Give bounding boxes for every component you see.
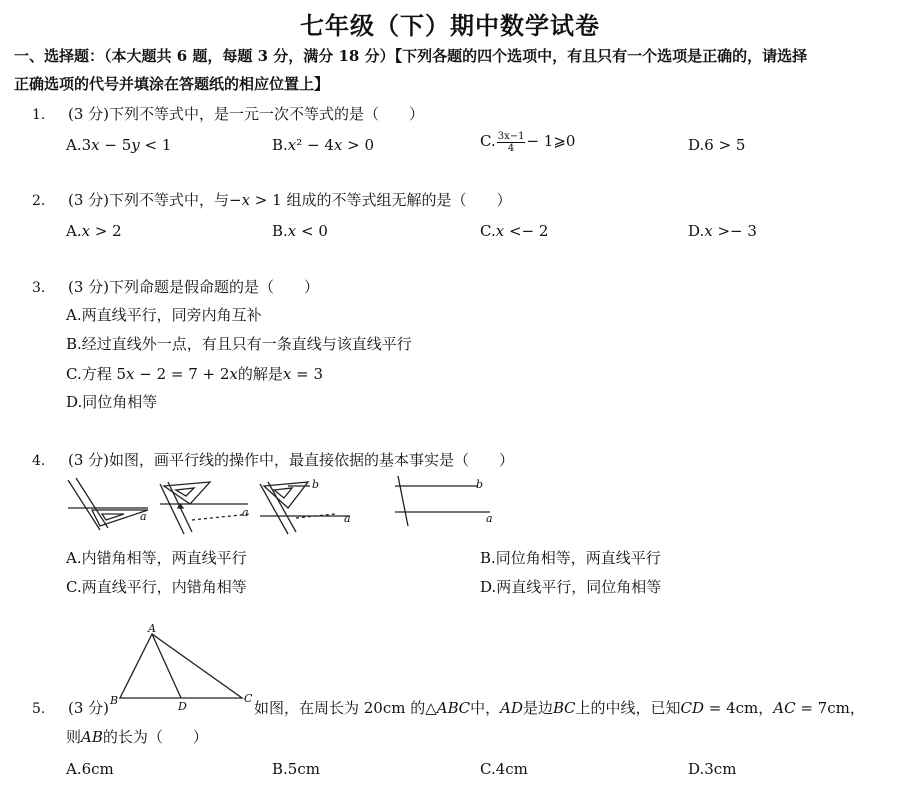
figure-label-b: b bbox=[476, 478, 484, 491]
ruler-edge bbox=[68, 480, 100, 530]
figure-label-a: a bbox=[140, 510, 147, 523]
question-3-number: 3. bbox=[32, 280, 46, 296]
ruler-edge bbox=[76, 478, 108, 528]
question-4-number: 4. bbox=[32, 453, 46, 469]
section-header-line2: 正确选项的代号并填涂在答题纸的相应位置上】 bbox=[14, 75, 330, 93]
question-2-option-a[interactable]: A.𝑥 > 2 bbox=[66, 222, 122, 240]
question-5-stem-line1: 如图，在周长为 20cm 的△𝐴𝐵𝐶中，𝐴𝐷是边𝐵𝐶上的中线，已知𝐶𝐷 = 4cm，𝐴𝐶 = 7cm， bbox=[254, 699, 865, 717]
question-4-option-c[interactable]: C.两直线平行，内错角相等 bbox=[66, 578, 247, 596]
question-2-option-d[interactable]: D.𝑥 >− 3 bbox=[688, 222, 757, 240]
question-3-option-c[interactable]: C.方程 5𝑥 − 2 = 7 + 2𝑥的解是𝑥 = 3 bbox=[66, 365, 323, 383]
triangle-abc bbox=[120, 634, 242, 698]
section-header-line1: 一、选择题：（本大题共 6 题，每题 3 分，满分 18 分）【下列各题的四个选项中，有且只有一个选项是正确的，请选择 bbox=[14, 47, 808, 65]
question-5-number: 5. bbox=[32, 701, 46, 717]
question-1-stem: (3 分)下列不等式中，是一元一次不等式的是（ ） bbox=[68, 105, 425, 123]
question-1-option-b[interactable]: B.𝑥² − 4𝑥 > 0 bbox=[272, 136, 375, 154]
option-c-rest: − 1⩾0 bbox=[526, 132, 576, 150]
figure-label-a: a bbox=[486, 512, 493, 525]
question-1-number: 1. bbox=[32, 107, 46, 123]
question-2-option-c[interactable]: C.𝑥 <− 2 bbox=[480, 222, 549, 240]
fraction bbox=[497, 131, 526, 154]
question-3-option-b[interactable]: B.经过直线外一点，有且只有一条直线与该直线平行 bbox=[66, 335, 412, 353]
question-4-stem: (3 分)如图，画平行线的操作中，最直接依据的基本事实是（ ） bbox=[68, 451, 515, 469]
vertex-label-b: B bbox=[110, 694, 119, 707]
question-5-option-b[interactable]: B.5cm bbox=[272, 760, 320, 778]
question-3-stem: (3 分)下列命题是假命题的是（ ） bbox=[68, 278, 320, 296]
question-5-option-c[interactable]: C.4cm bbox=[480, 760, 528, 778]
question-5-option-a[interactable]: A.6cm bbox=[66, 760, 114, 778]
fraction-numerator: 3x−1 bbox=[497, 130, 525, 142]
question-5-option-d[interactable]: D.3cm bbox=[688, 760, 737, 778]
question-3-option-d[interactable]: D.同位角相等 bbox=[66, 393, 158, 411]
figure-label-a: a bbox=[242, 506, 249, 519]
question-4-option-b[interactable]: B.同位角相等，两直线平行 bbox=[480, 549, 661, 567]
parallel-lines-figure bbox=[60, 474, 510, 544]
option-c-prefix: C. bbox=[480, 132, 496, 150]
question-5-stem-prefix: (3 分) bbox=[68, 699, 110, 717]
transversal-line bbox=[398, 476, 408, 526]
figure-label-a: a bbox=[344, 512, 351, 525]
vertex-label-d: D bbox=[178, 700, 187, 713]
question-2-stem: (3 分)下列不等式中，与−𝑥 > 1 组成的不等式组无解的是（ ） bbox=[68, 191, 512, 209]
vertex-label-c: C bbox=[244, 692, 253, 705]
fraction-denominator: 4 bbox=[507, 142, 515, 154]
question-1-option-c[interactable] bbox=[480, 130, 575, 154]
set-square-inner bbox=[176, 488, 194, 496]
question-4-option-d[interactable]: D.两直线平行，同位角相等 bbox=[480, 578, 662, 596]
question-2-option-b[interactable]: B.𝑥 < 0 bbox=[272, 222, 328, 240]
question-1-option-d[interactable]: D.6 > 5 bbox=[688, 136, 746, 154]
set-square bbox=[164, 482, 210, 504]
page-title: 七年级（下）期中数学试卷 bbox=[300, 11, 600, 40]
vertex-label-a: A bbox=[148, 622, 156, 635]
figure-label-b: b bbox=[312, 478, 320, 491]
question-2-number: 2. bbox=[32, 193, 46, 209]
question-1-option-a[interactable]: A.3𝑥 − 5𝑦 < 1 bbox=[66, 136, 172, 154]
question-3-option-a[interactable]: A.两直线平行，同旁内角互补 bbox=[66, 306, 262, 324]
question-5-stem-line2: 则𝐴𝐵的长为（ ） bbox=[66, 728, 208, 746]
triangle-figure bbox=[104, 622, 264, 714]
question-4-option-a[interactable]: A.内错角相等，两直线平行 bbox=[66, 549, 247, 567]
